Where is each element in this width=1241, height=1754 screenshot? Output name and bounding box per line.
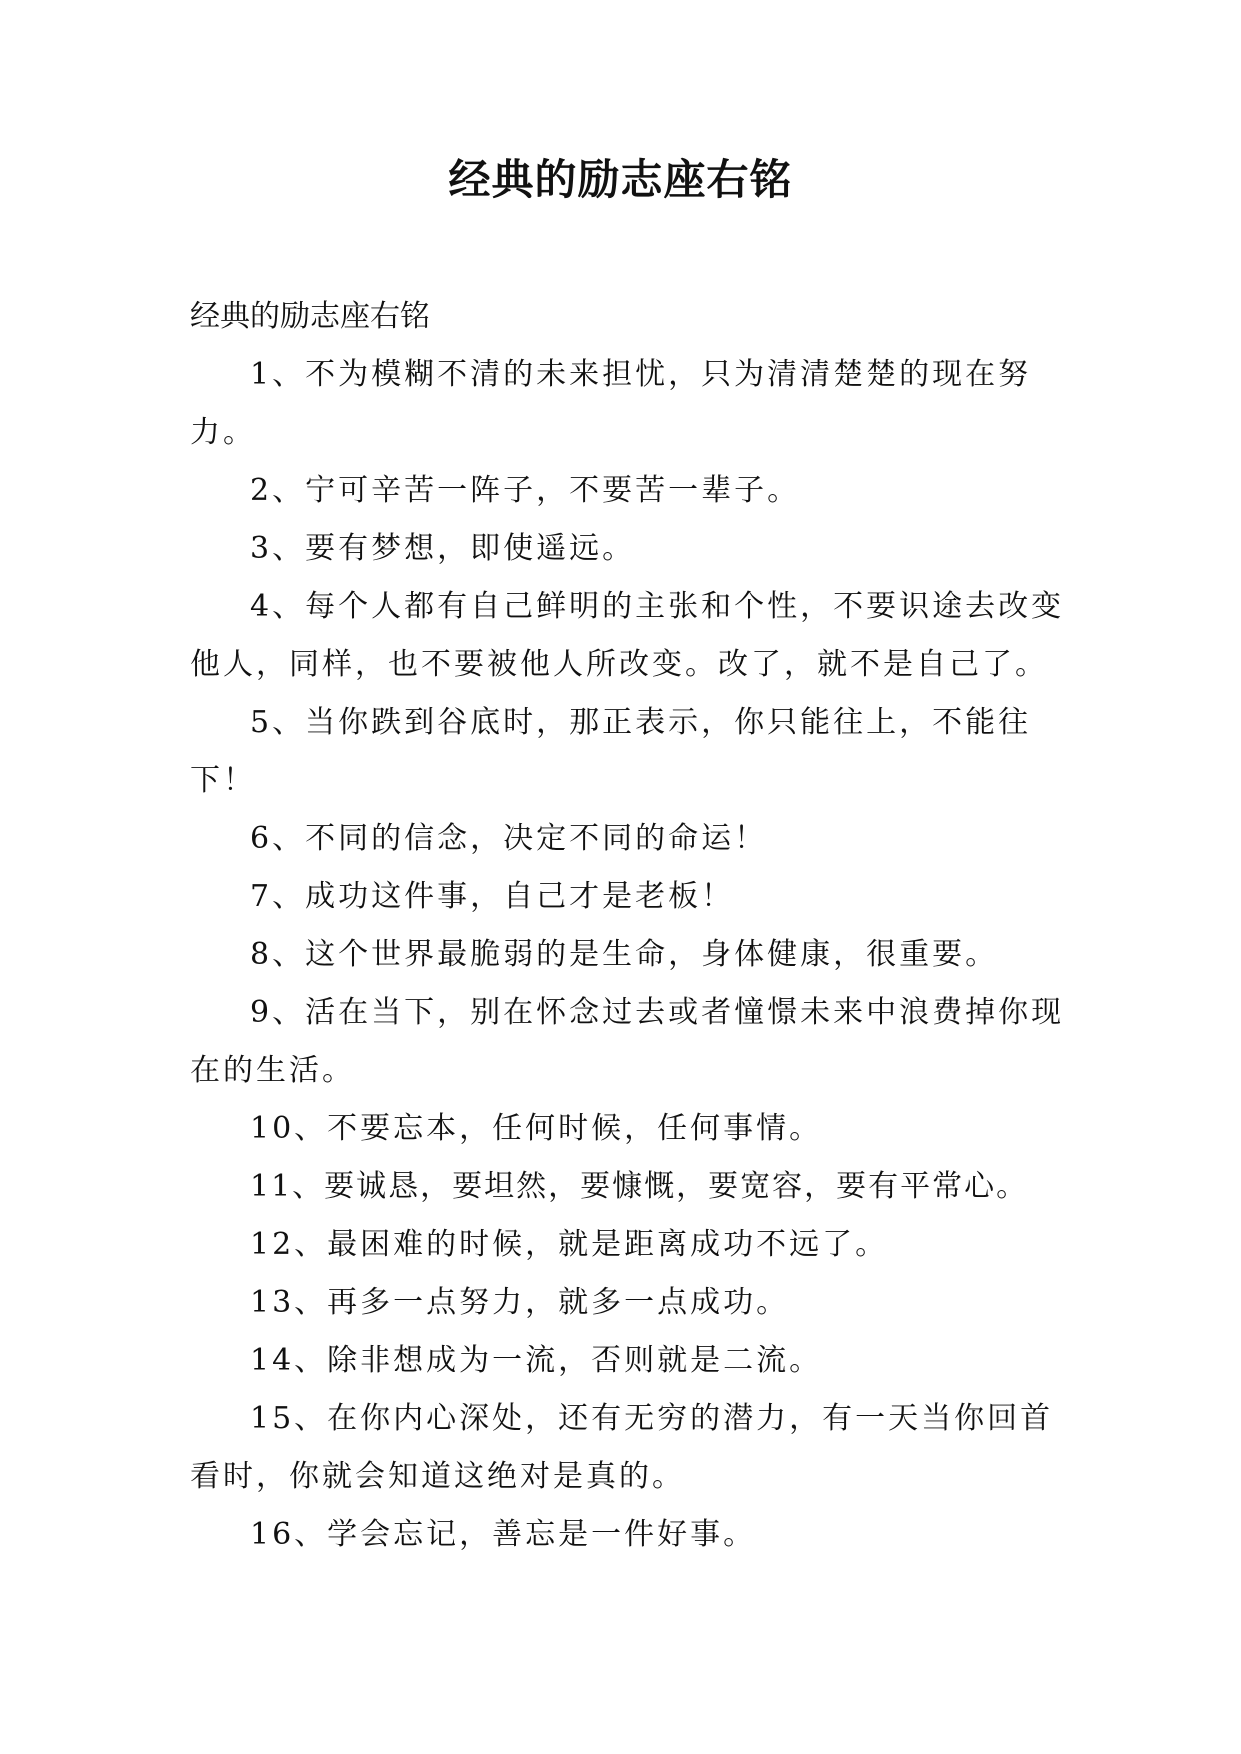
- paragraph: 11、要诚恳，要坦然，要慷慨，要宽容，要有平常心。: [250, 1169, 1029, 1204]
- paragraph: 8、这个世界最脆弱的是生命，身体健康，很重要。: [250, 937, 999, 972]
- paragraph: 13、再多一点努力，就多一点成功。: [250, 1285, 790, 1320]
- document-title: 经典的励志座右铭: [448, 155, 793, 204]
- paragraph: 5、当你跌到谷底时，那正表示，你只能往上，不能往下！: [190, 705, 1032, 798]
- paragraph: 4、每个人都有自己鲜明的主张和个性，不要识途去改变他人，同样，也不要被他人所改变。改了，就不是自己了。: [190, 589, 1065, 682]
- document-subtitle: 经典的励志座右铭: [190, 299, 430, 334]
- document-body: [190, 288, 1070, 1564]
- paragraph: 12、最困难的时候，就是距离成功不远了。: [250, 1227, 889, 1262]
- paragraph: 9、活在当下，别在怀念过去或者憧憬未来中浪费掉你现在的生活。: [190, 995, 1065, 1088]
- paragraph: 2、宁可辛苦一阵子，不要苦一辈子。: [250, 473, 801, 508]
- paragraph: 16、学会忘记，善忘是一件好事。: [250, 1517, 757, 1552]
- paragraph: 10、不要忘本，任何时候，任何事情。: [250, 1111, 823, 1146]
- paragraph: 1、不为模糊不清的未来担忧，只为清清楚楚的现在努力。: [190, 357, 1032, 450]
- paragraph: 6、不同的信念，决定不同的命运！: [250, 821, 768, 856]
- paragraph: 14、除非想成为一流，否则就是二流。: [250, 1343, 823, 1378]
- paragraph: 3、要有梦想，即使遥远。: [250, 531, 636, 566]
- paragraph: 15、在你内心深处，还有无穷的潜力，有一天当你回首看时，你就会知道这绝对是真的。: [190, 1401, 1054, 1494]
- paragraph: 7、成功这件事，自己才是老板！: [250, 879, 735, 914]
